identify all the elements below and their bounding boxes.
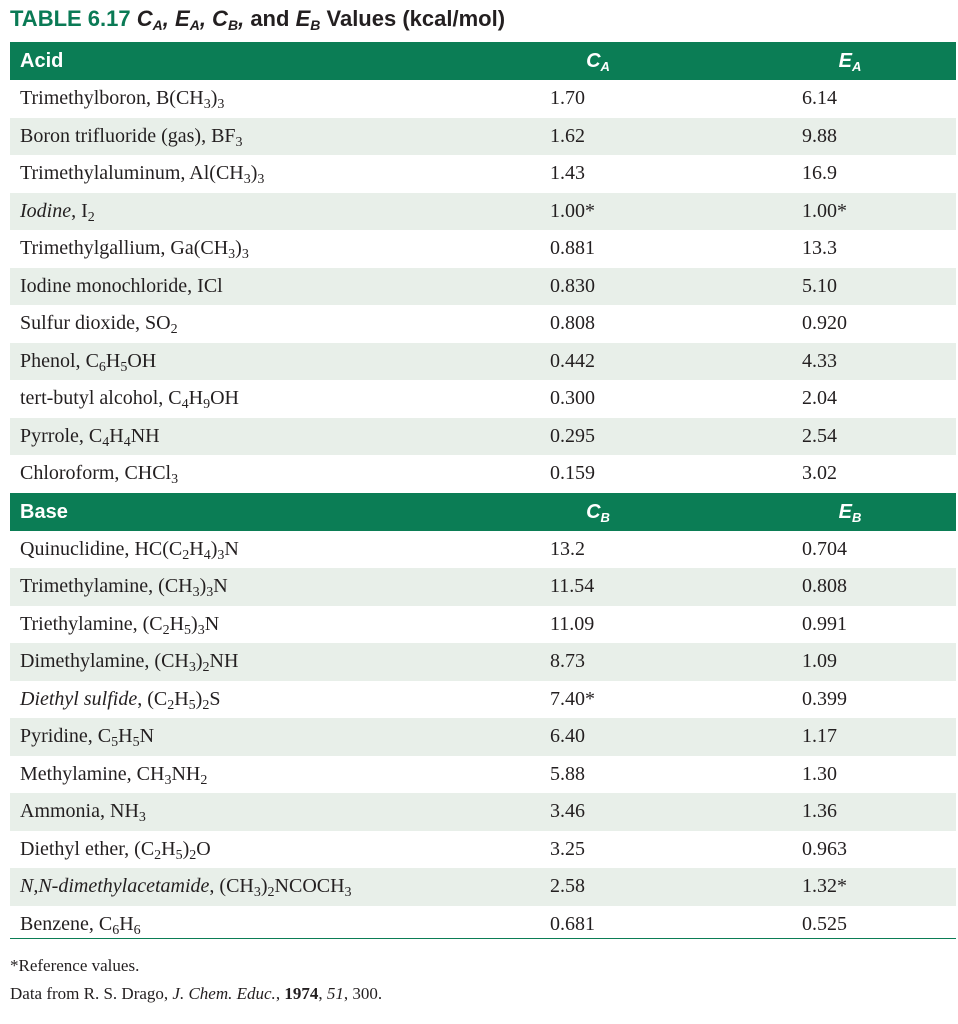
formula-part: NH (171, 762, 201, 785)
formula-part: C (98, 912, 113, 935)
compound-name (20, 793, 146, 831)
compound-name (20, 681, 220, 719)
acid-e-sub: A (851, 59, 862, 74)
table-row (10, 606, 956, 644)
formula-part: 6 (112, 922, 120, 938)
formula-part: ) (210, 537, 218, 560)
compound-name (20, 531, 239, 569)
formula-part: 3 (243, 172, 251, 187)
formula-part: N (213, 575, 228, 597)
e-value: 0.704 (802, 537, 847, 560)
formula-part: 3 (253, 885, 261, 900)
formula-part: 5 (184, 622, 192, 638)
formula-part: H (109, 424, 124, 447)
compound-label: Iodine (20, 199, 72, 222)
compound-label: Chloroform, (20, 462, 125, 484)
c-value: 3.25 (550, 837, 585, 860)
formula-part: ) (195, 650, 203, 672)
formula-part: N (139, 725, 155, 747)
formula-part: ) (235, 237, 242, 259)
compound-label: Ammonia, (20, 800, 110, 822)
acid-c-symbol (586, 50, 610, 72)
table-number: TABLE 6.17 (10, 6, 131, 31)
base-header-c (550, 493, 646, 531)
formula-part: SO (145, 312, 171, 334)
table-row (10, 343, 956, 381)
e-value: 1.32* (802, 875, 847, 897)
formula-part: S (209, 687, 221, 710)
formula-part: 9 (203, 397, 211, 412)
table-row (10, 380, 956, 418)
formula-part: 4 (203, 547, 211, 563)
formula-part: 2 (267, 885, 275, 900)
formula-part: 3 (344, 885, 352, 900)
table-row (10, 305, 956, 343)
compound-name (20, 606, 219, 644)
formula-part: 2 (170, 322, 178, 337)
formula-part: H (161, 837, 176, 860)
acid-e-letter: E (838, 50, 852, 72)
compound-label: tert-butyl alcohol, (20, 387, 169, 409)
formula-part: N (204, 612, 220, 635)
formula-part: 2 (200, 772, 208, 788)
table-row (10, 455, 956, 493)
formula-part: NH (110, 800, 139, 822)
formula-part: (C (134, 837, 155, 860)
compound-name (20, 568, 228, 606)
formula-part: ) (210, 87, 218, 109)
formula-part: ) (195, 687, 203, 710)
formula-part: H (119, 912, 134, 935)
formula-part: 3 (235, 134, 243, 150)
compound-label: Quinuclidine, (20, 537, 135, 560)
formula-part: ) (191, 612, 198, 635)
compound-label: Sulfur dioxide, (20, 312, 145, 334)
compound-name (20, 155, 264, 193)
compound-label: Diethyl sulfide (20, 687, 138, 710)
table-row (10, 643, 956, 681)
formula-part: Ga(CH (170, 237, 229, 259)
c-value: 5.88 (550, 762, 585, 785)
e-value: 1.00* (802, 199, 847, 222)
table-row (10, 80, 956, 118)
acid-header-label: Acid (20, 50, 64, 72)
compound-name (20, 718, 154, 756)
compound-label: Methylamine, (20, 762, 137, 785)
formula-part: 3 (138, 810, 146, 825)
compound-label: Dimethylamine, (20, 650, 155, 672)
table-row (10, 793, 956, 831)
table-row (10, 155, 956, 193)
table-row (10, 531, 956, 569)
base-c-sub: B (600, 509, 610, 525)
acid-header-row (10, 42, 956, 80)
formula-part: , I (71, 199, 88, 222)
formula-part: 4 (181, 397, 189, 412)
compound-name (20, 193, 95, 231)
compound-name (20, 343, 156, 381)
table-row (10, 268, 956, 306)
base-c-letter: C (586, 500, 601, 523)
c-value: 11.09 (550, 612, 595, 635)
base-c-symbol (586, 501, 610, 523)
formula-part: NH (209, 650, 239, 672)
table-row (10, 831, 956, 869)
formula-part: 5 (188, 697, 196, 713)
formula-part: 3 (217, 97, 225, 112)
compound-label: Trimethylaluminum, (20, 162, 190, 184)
compound-label: Iodine monochloride, ICl (20, 274, 223, 297)
e-value: 1.17 (802, 725, 837, 747)
formula-part: 3 (257, 172, 265, 187)
acid-header-c (550, 42, 646, 80)
formula-part: NH (130, 424, 160, 447)
formula-part: 3 (197, 622, 205, 638)
e-value: 5.10 (802, 274, 837, 297)
footnote-reference: *Reference values. (10, 956, 140, 975)
table-row (10, 230, 956, 268)
formula-part: O (196, 837, 211, 860)
formula-part: OH (127, 349, 157, 372)
c-value: 0.681 (550, 912, 595, 935)
formula-part: 2 (202, 697, 210, 713)
compound-label: Trimethylamine, (20, 575, 159, 597)
c-value: 11.54 (550, 575, 595, 597)
base-e-sub: B (851, 509, 862, 525)
formula-part: HC(C (134, 537, 183, 560)
compound-label: Benzene, (20, 912, 99, 935)
formula-part: ) (260, 875, 268, 897)
compound-name (20, 268, 223, 306)
formula-part: , (C (137, 687, 168, 710)
formula-part: C (97, 725, 112, 747)
c-value: 0.442 (550, 349, 595, 372)
formula-part: C (168, 387, 182, 409)
e-value: 2.04 (802, 387, 837, 409)
formula-part: 5 (111, 735, 119, 750)
e-value: 6.14 (802, 87, 837, 109)
formula-part: 6 (98, 359, 106, 375)
formula-part: 5 (132, 735, 140, 750)
formula-part: H (118, 725, 133, 747)
e-value: 1.36 (802, 800, 837, 822)
base-header-e (802, 493, 898, 531)
e-value: 9.88 (802, 124, 837, 147)
compound-label: Triethylamine, (20, 612, 143, 635)
formula-part: N (224, 537, 239, 560)
formula-part: 2 (154, 847, 162, 863)
table-title: TABLE 6.17 $C_A$, $E_A$, $C_B$, and $E_B$ Values (kcal/mol) (10, 6, 506, 33)
acid-e-symbol (839, 50, 862, 72)
e-value: 0.399 (802, 687, 847, 710)
formula-part: (C (142, 612, 163, 635)
acid-c-sub: A (600, 59, 610, 74)
table-row (10, 193, 956, 231)
c-value: 6.40 (550, 725, 585, 747)
c-value: 0.300 (550, 387, 595, 409)
formula-part: 3 (171, 472, 179, 487)
compound-name (20, 118, 243, 156)
formula-part: H (105, 349, 121, 372)
e-value: 2.54 (802, 424, 837, 447)
formula-part: 3 (164, 772, 172, 788)
compound-label: Trimethylboron, (20, 87, 156, 109)
acid-c-letter: C (586, 50, 601, 72)
compound-label: Pyridine, (20, 725, 98, 747)
e-value: 0.808 (802, 575, 847, 597)
e-value: 0.920 (802, 312, 847, 334)
formula-part: 5 (175, 847, 183, 863)
compound-name (20, 643, 238, 681)
formula-part: H (169, 612, 185, 635)
compound-label: N,N-dimethylacetamide (20, 875, 210, 897)
formula-part: 2 (189, 847, 197, 863)
compound-label: Pyrrole, (20, 424, 89, 447)
table-row (10, 418, 956, 456)
formula-part: (CH (154, 650, 189, 672)
formula-part: H (189, 537, 204, 560)
formula-part: ) (182, 837, 190, 860)
c-value: 1.62 (550, 124, 585, 147)
c-value: 2.58 (550, 875, 585, 897)
table-row (10, 118, 956, 156)
table-row (10, 568, 956, 606)
formula-part: CH (136, 762, 165, 785)
compound-label: Diethyl ether, (20, 837, 135, 860)
c-value: 0.808 (550, 312, 595, 334)
formula-part: 3 (192, 585, 200, 600)
table-row (10, 868, 956, 906)
formula-part: 3 (203, 97, 211, 112)
c-value: 3.46 (550, 800, 585, 822)
e-value: 0.525 (802, 912, 847, 935)
footnote-source: Data from R. S. Drago, J. Chem. Educ., 1974, 51, 300. (10, 984, 383, 1003)
e-value: 1.09 (802, 650, 837, 672)
c-value: 0.295 (550, 424, 595, 447)
formula-part: 3 (241, 247, 249, 262)
e-value: 0.991 (802, 612, 847, 635)
formula-part: 3 (206, 585, 214, 600)
formula-part: 2 (162, 622, 170, 638)
formula-part: 3 (217, 547, 225, 563)
c-value: 7.40* (550, 687, 595, 710)
base-e-letter: E (838, 500, 852, 523)
c-value: 8.73 (550, 650, 585, 672)
compound-label: Trimethylgallium, (20, 237, 171, 259)
e-value: 3.02 (802, 462, 837, 484)
formula-part: 4 (102, 434, 110, 450)
formula-part: ) (250, 162, 258, 184)
c-value: 13.2 (550, 537, 585, 560)
compound-label: Boron trifluoride (gas), (20, 124, 212, 147)
formula-part: 4 (123, 434, 131, 450)
c-value: 0.881 (550, 237, 595, 259)
formula-part: BF (211, 124, 236, 147)
formula-part: 2 (167, 697, 175, 713)
formula-part: Al(CH (189, 162, 244, 184)
e-value: 4.33 (802, 349, 837, 372)
formula-part: ) (199, 575, 207, 597)
compound-name (20, 455, 178, 493)
c-value: 1.70 (550, 87, 585, 109)
formula-part: (CH (158, 575, 193, 597)
bottom-rule (10, 938, 956, 939)
c-value: 0.830 (550, 274, 595, 297)
formula-part: C (85, 349, 99, 372)
c-value: 0.159 (550, 462, 595, 484)
data-table (10, 42, 956, 943)
compound-label: Phenol, (20, 349, 86, 372)
formula-part: NCOCH (274, 875, 345, 897)
base-header-row (10, 493, 956, 531)
compound-name (20, 756, 207, 794)
formula-part: C (88, 424, 103, 447)
compound-name (20, 230, 249, 268)
formula-part: H (188, 387, 204, 409)
e-value: 0.963 (802, 837, 847, 860)
table-row (10, 681, 956, 719)
acid-header-e (802, 42, 898, 80)
compound-name (20, 418, 160, 456)
base-header-label: Base (20, 500, 68, 523)
formula-part: 2 (202, 660, 210, 675)
formula-part: 5 (120, 359, 128, 375)
formula-part: B(CH (155, 87, 204, 109)
e-value: 1.30 (802, 762, 837, 785)
compound-name (20, 80, 224, 118)
c-value: 1.43 (550, 162, 585, 184)
compound-name (20, 868, 352, 906)
formula-part: 3 (188, 660, 196, 675)
formula-part: , (CH (209, 875, 254, 897)
base-e-symbol (839, 501, 862, 523)
compound-name (20, 305, 178, 343)
formula-part: 6 (133, 922, 141, 938)
c-value: 1.00* (550, 199, 595, 222)
table-row (10, 718, 956, 756)
e-value: 16.9 (802, 162, 837, 184)
compound-name (20, 380, 239, 418)
formula-part: CHCl (124, 462, 172, 484)
table-row (10, 756, 956, 794)
formula-part: 3 (228, 247, 236, 262)
e-value: 13.3 (802, 237, 837, 259)
compound-name (20, 831, 211, 869)
formula-part: H (174, 687, 189, 710)
formula-part: 2 (182, 547, 190, 563)
formula-part: OH (210, 387, 239, 409)
formula-part: 2 (87, 209, 95, 225)
